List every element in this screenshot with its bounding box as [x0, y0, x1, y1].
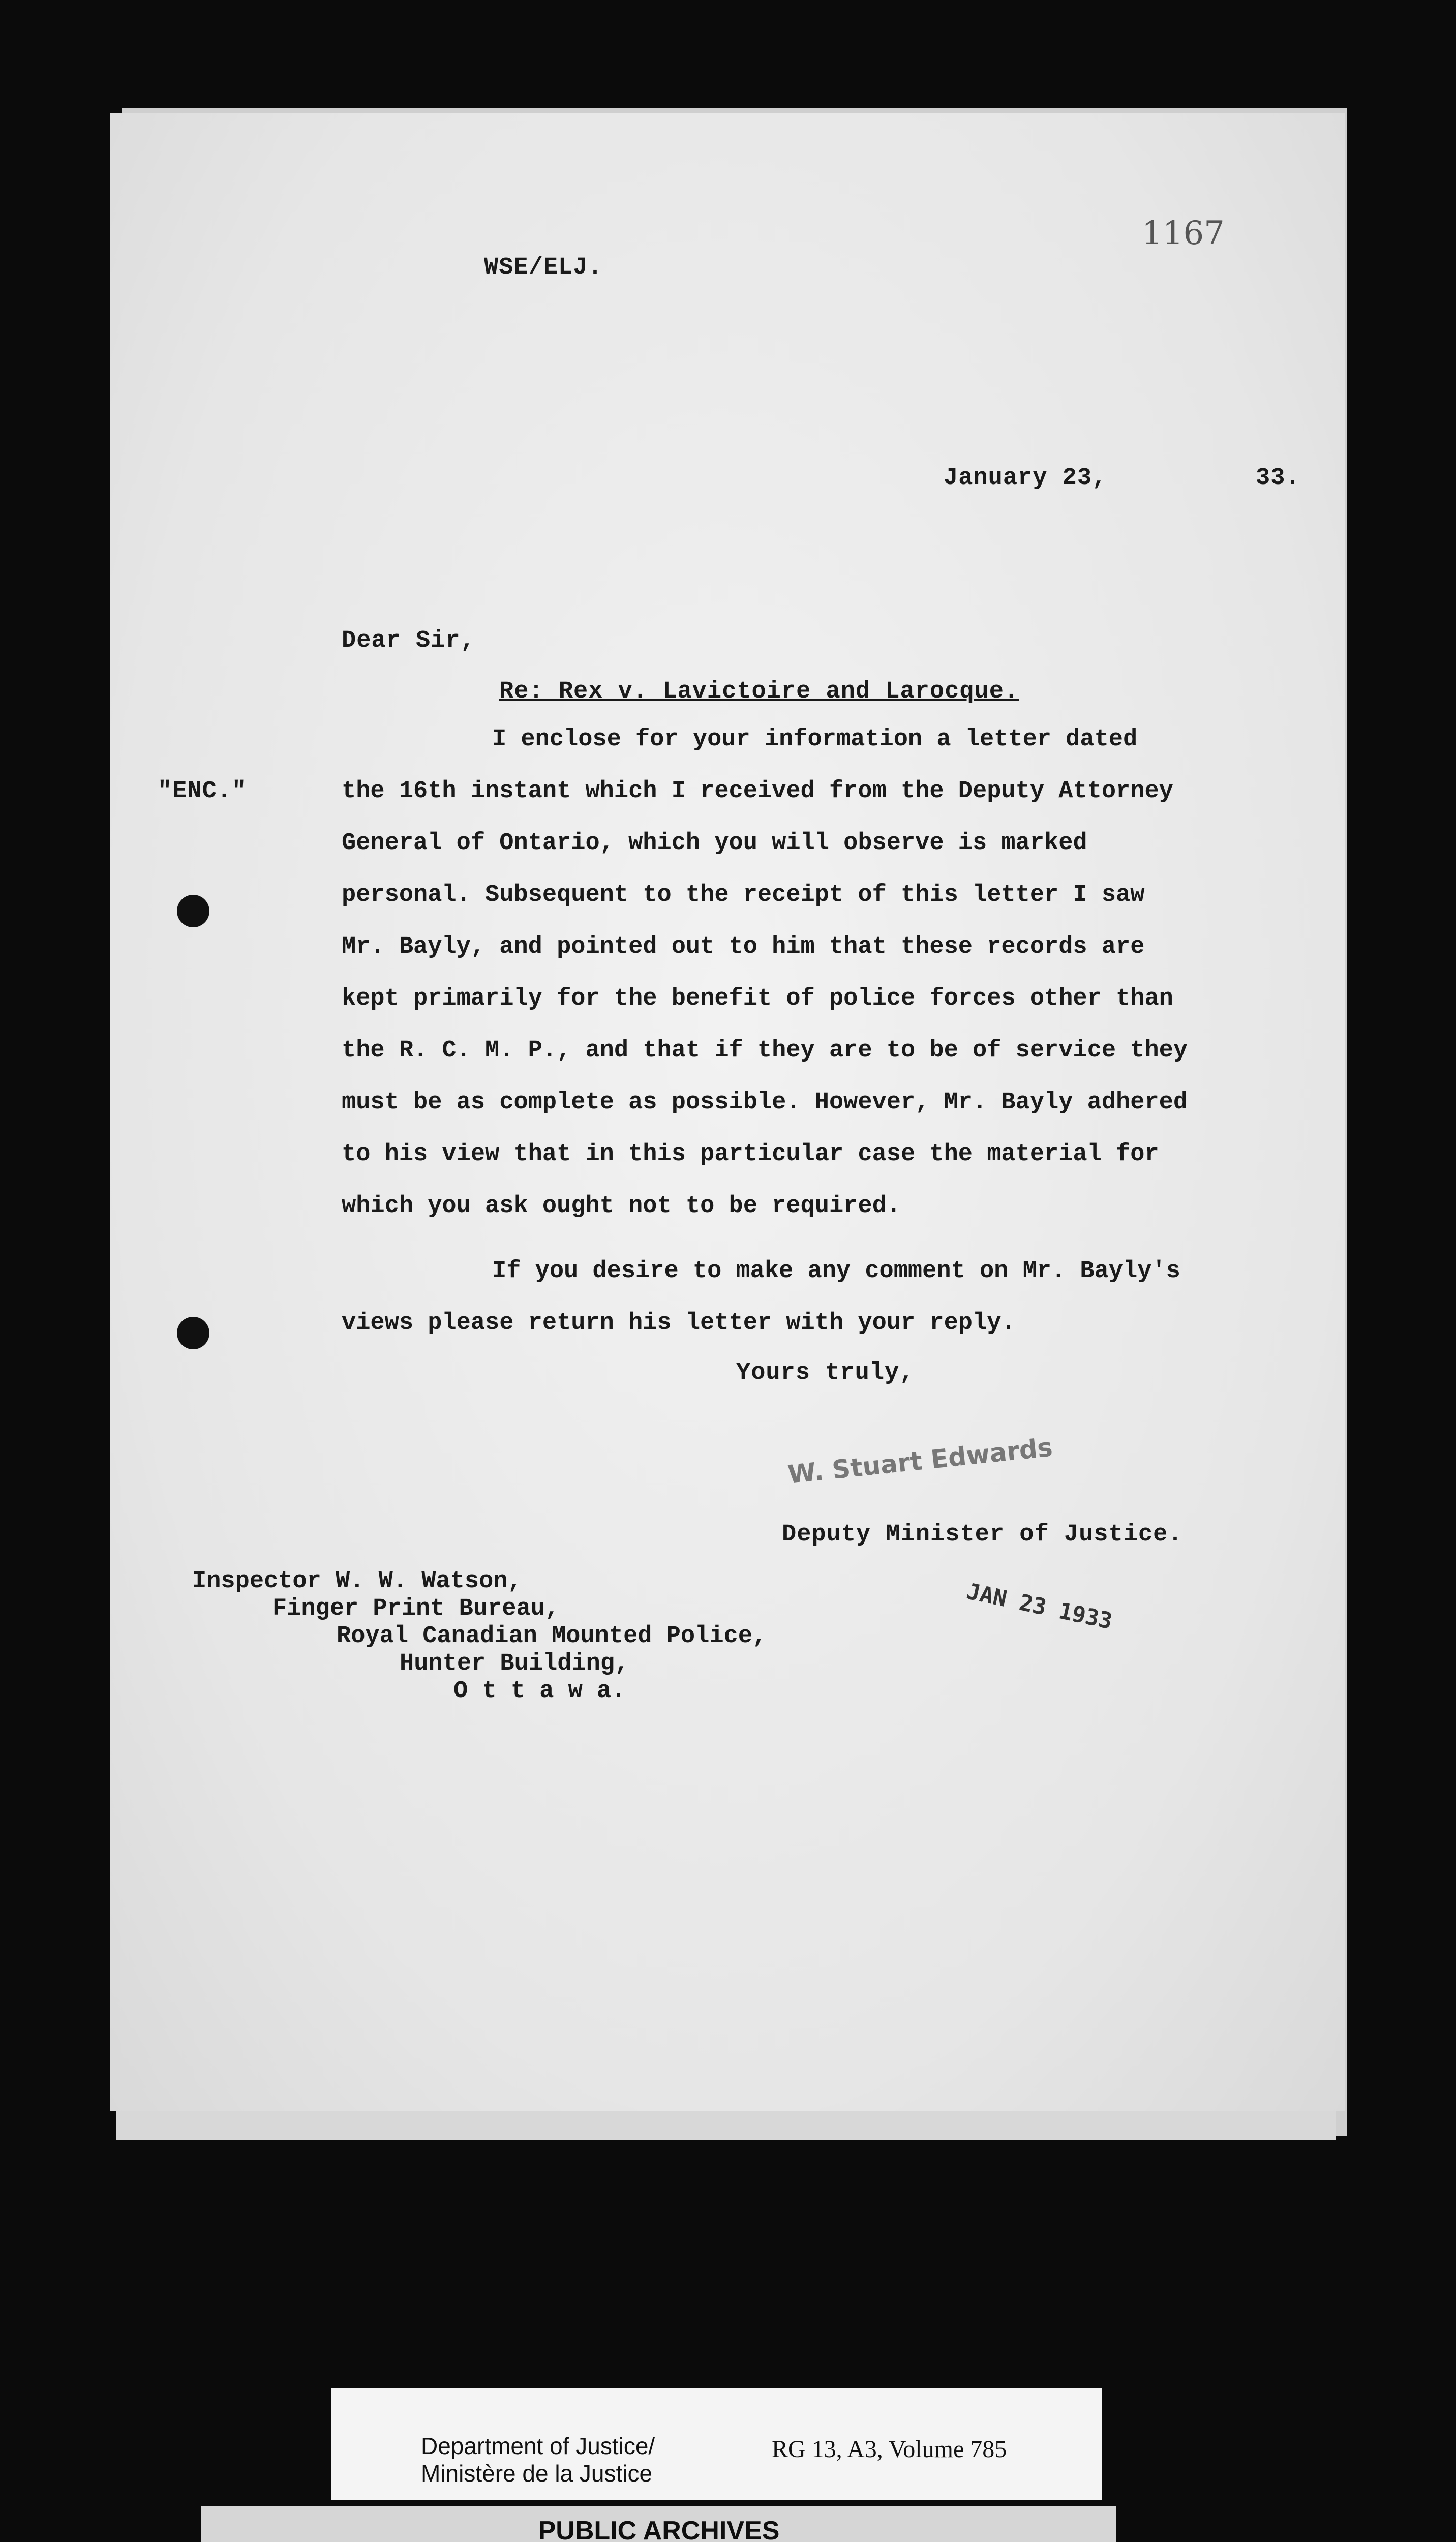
paragraph-line: kept primarily for the benefit of police forces other than [342, 985, 1173, 1012]
paragraph-line: the R. C. M. P., and that if they are to be of service they [342, 1037, 1188, 1064]
public-archives-stamp [201, 2506, 1116, 2542]
address-line: Finger Print Bureau, [272, 1595, 560, 1622]
address-line: Royal Canadian Mounted Police, [337, 1623, 767, 1650]
paragraph-line: which you ask ought not to be required. [342, 1193, 901, 1220]
department-name [421, 2432, 655, 2487]
subject-line: Re: Rex v. Lavictoire and Larocque. [499, 678, 1019, 705]
date-month-day: January 23, [944, 465, 1107, 492]
address-line: O t t a w a. [453, 1678, 626, 1705]
received-date-stamp: JAN 23 1933 [964, 1578, 1115, 1635]
reference-initials: WSE/ELJ. [484, 254, 603, 281]
enclosure-note: "ENC." [158, 778, 247, 805]
paragraph-line: General of Ontario, which you will observe is marked [342, 830, 1087, 857]
signatory-title: Deputy Minister of Justice. [782, 1521, 1183, 1548]
archive-reference: RG 13, A3, Volume 785 [772, 2436, 1007, 2463]
department-name-fr: Ministère de la Justice [421, 2460, 653, 2487]
closing: Yours truly, [736, 1359, 915, 1386]
salutation: Dear Sir, [342, 627, 475, 654]
archive-reference-label [331, 2388, 1102, 2500]
paragraph-line: I enclose for your information a letter dated [492, 726, 1138, 753]
paragraph-line: If you desire to make any comment on Mr. Bayly's [492, 1258, 1180, 1285]
letter-page [110, 113, 1345, 2111]
page-number: 1167 [1142, 215, 1225, 252]
department-name-en: Department of Justice/ [421, 2433, 655, 2459]
paragraph-line: views please return his letter with your reply. [342, 1310, 1016, 1337]
address-line: Hunter Building, [400, 1650, 629, 1677]
paragraph-line: Mr. Bayly, and pointed out to him that these records are [342, 933, 1145, 960]
signature-stamp: W. Stuart Edwards [786, 1432, 1054, 1490]
paragraph-line: to his view that in this particular case the material for [342, 1141, 1159, 1168]
paragraph-line: the 16th instant which I received from the Deputy Attorney [342, 778, 1173, 805]
date-year: 33. [1256, 465, 1300, 492]
punch-hole-top [177, 895, 209, 927]
paragraph-line: must be as complete as possible. However, Mr. Bayly adhered [342, 1089, 1188, 1116]
archives-line-en: PUBLIC ARCHIVES [538, 2516, 780, 2542]
address-line: Inspector W. W. Watson, [192, 1568, 522, 1595]
punch-hole-bottom [177, 1317, 209, 1349]
paragraph-line: personal. Subsequent to the receipt of this letter I saw [342, 882, 1145, 909]
